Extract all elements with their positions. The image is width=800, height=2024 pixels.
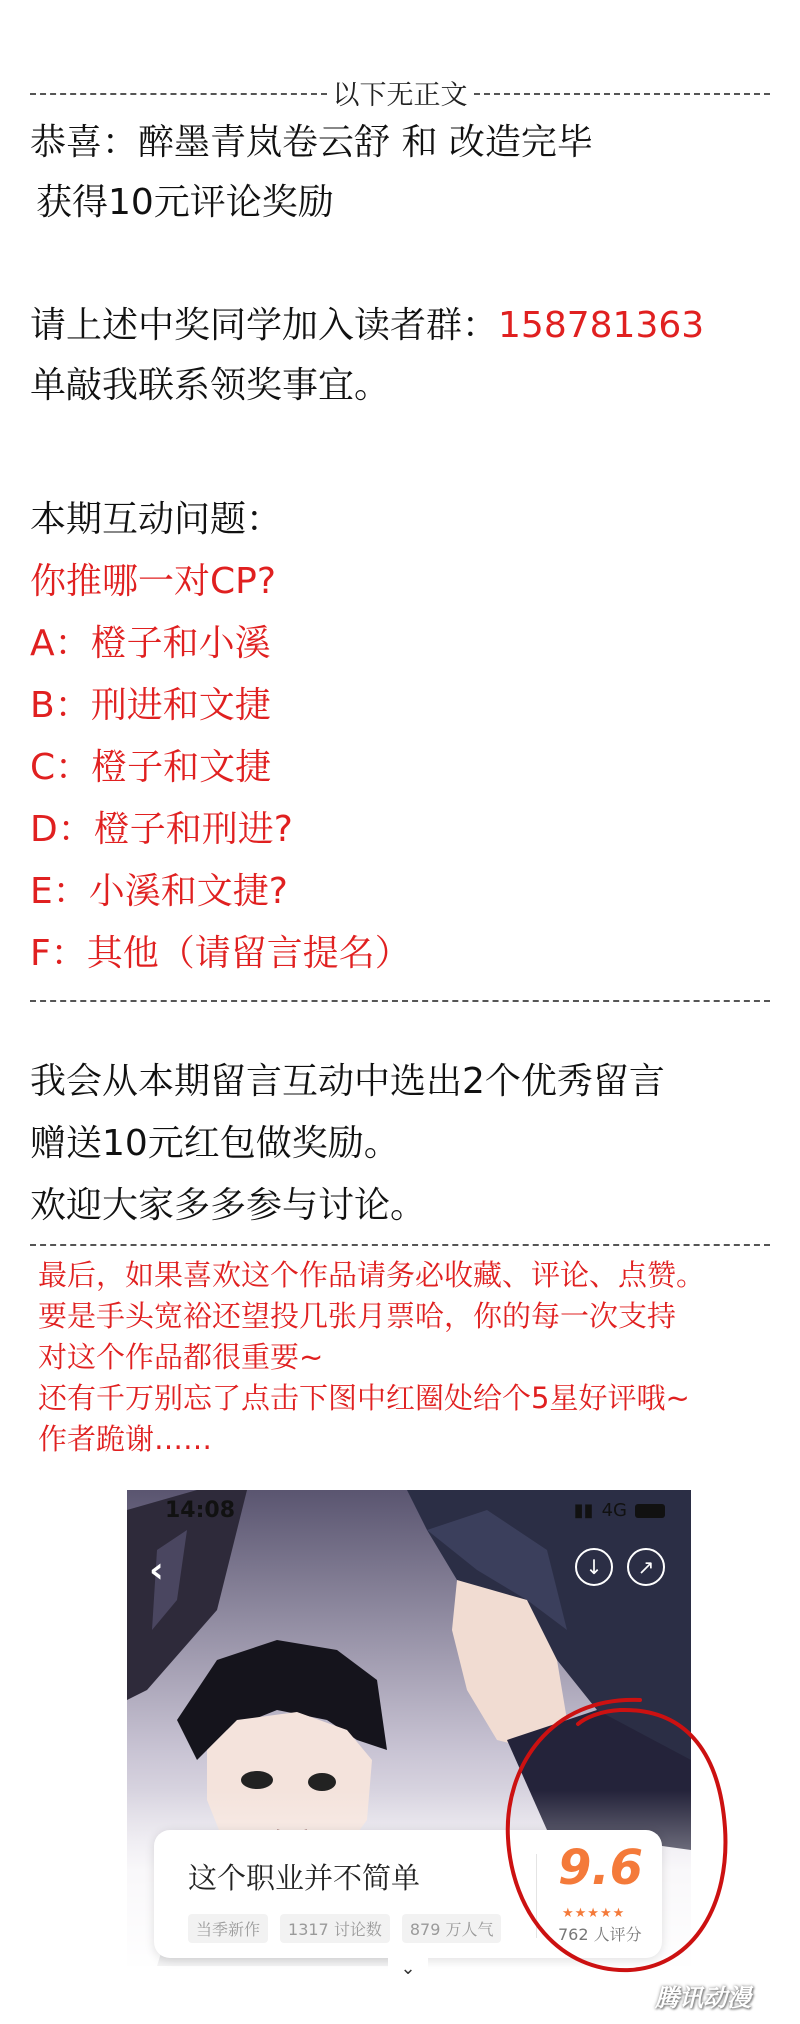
appeal-line-5: 作者跪谢…… — [38, 1422, 213, 1456]
contact-line: 单敲我联系领奖事宜。 — [30, 365, 391, 406]
join-group-line — [30, 296, 704, 356]
chevron-down-icon[interactable]: ⌄ — [388, 1958, 428, 1978]
option-b: B：刑进和文捷 — [30, 685, 271, 726]
network-label: 4G — [601, 1500, 627, 1521]
award-line-2: 获得10元评论奖励 — [36, 182, 334, 223]
option-e: E：小溪和文捷? — [30, 871, 288, 912]
chevron-left-icon[interactable]: ‹ — [149, 1550, 164, 1591]
rating-score[interactable]: 9.6 — [558, 1840, 644, 1896]
rating-stars[interactable]: ★★★★★ — [562, 1906, 626, 1921]
section-divider-2 — [30, 1244, 770, 1246]
appeal-line-2: 要是手头宽裕还望投几张月票哈，你的每一次支持 — [38, 1299, 677, 1333]
tag-new-season: 当季新作 — [188, 1914, 268, 1943]
download-icon[interactable]: ↓ — [575, 1548, 613, 1586]
comic-title: 这个职业并不简单 — [188, 1861, 421, 1895]
appeal-line-1: 最后，如果喜欢这个作品请务必收藏、评论、点赞。 — [38, 1258, 706, 1292]
option-d: D：橙子和刑进? — [30, 809, 293, 850]
status-time: 14:08 — [165, 1498, 236, 1523]
red-highlight-circle — [490, 1688, 740, 1988]
rating-count[interactable]: 762 人评分 — [558, 1925, 642, 1944]
divider-dashes-left — [30, 93, 327, 95]
end-of-text-divider — [30, 72, 770, 112]
share-icon[interactable]: ↗ — [627, 1548, 665, 1586]
section-divider — [30, 1000, 770, 1002]
option-a: A：橙子和小溪 — [30, 623, 271, 664]
question-text: 你推哪一对CP? — [30, 561, 276, 602]
appeal-line-3: 对这个作品都很重要~ — [38, 1340, 324, 1374]
award-line-1: 恭喜：醉墨青岚卷云舒 和 改造完毕 — [30, 122, 593, 163]
reward-line-1: 我会从本期留言互动中选出2个优秀留言 — [30, 1061, 665, 1102]
status-indicators — [574, 1500, 665, 1521]
option-f: F：其他（请留言提名） — [30, 933, 411, 974]
divider-dashes-right — [474, 93, 771, 95]
option-c: C：橙子和文捷 — [30, 747, 272, 788]
tag-discussions: 1317 讨论数 — [280, 1914, 390, 1943]
divider-title: 以下无正文 — [332, 79, 468, 111]
tencent-comic-watermark: 腾讯动漫 — [655, 1984, 751, 2012]
join-group-prefix: 请上述中奖同学加入读者群： — [30, 305, 499, 346]
question-heading: 本期互动问题： — [30, 499, 283, 540]
appeal-line-4: 还有千万别忘了点击下图中红圈处给个5星好评哦~ — [38, 1381, 690, 1415]
reward-line-3: 欢迎大家多多参与讨论。 — [30, 1185, 427, 1226]
battery-icon — [635, 1504, 665, 1518]
group-number: 158781363 — [498, 305, 705, 346]
signal-icon: ▮▮ — [573, 1500, 594, 1521]
tag-popularity: 879 万人气 — [402, 1914, 502, 1943]
reward-line-2: 赠送10元红包做奖励。 — [30, 1123, 400, 1164]
comic-tags — [188, 1914, 501, 1943]
